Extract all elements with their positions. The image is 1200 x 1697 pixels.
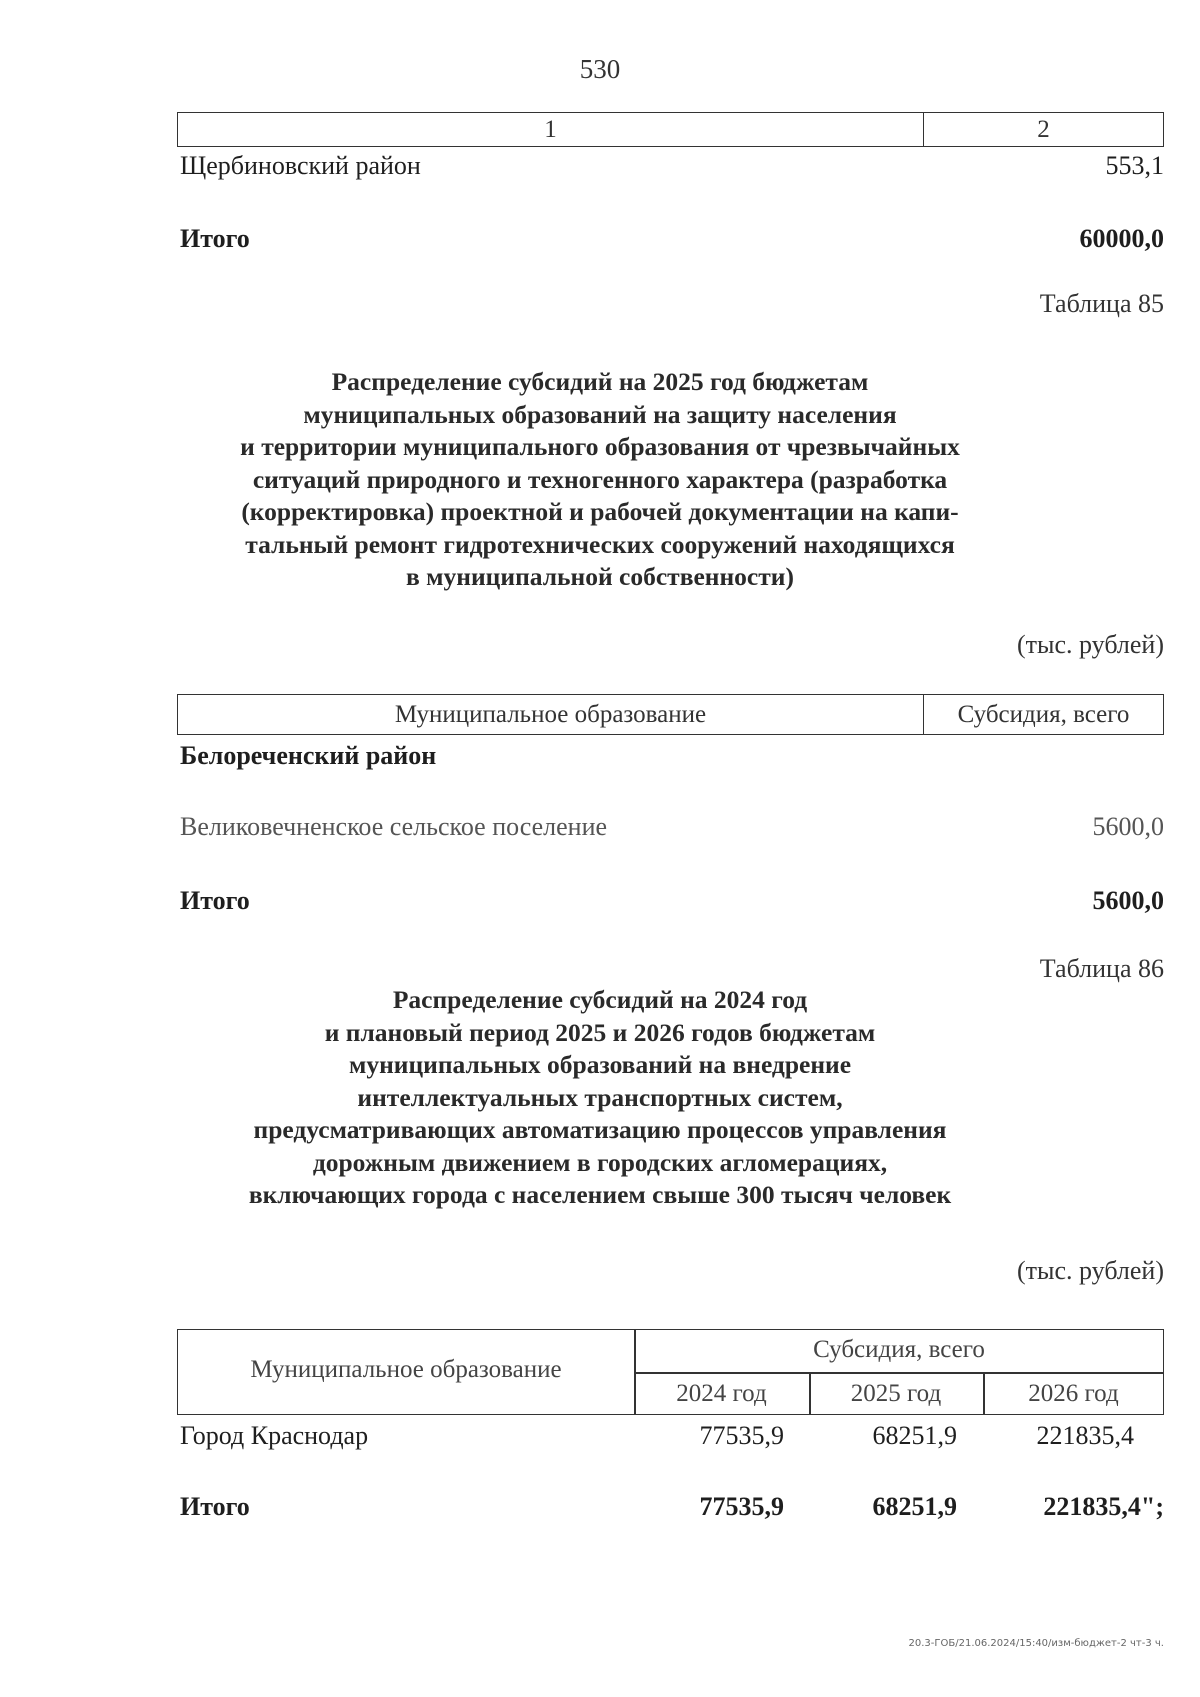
municipality-name: Великовечненское сельское поселение (180, 812, 608, 841)
total-label: Итого (180, 886, 250, 915)
heading-line: интеллектуальных транспортных систем, (357, 1082, 843, 1112)
value-2026: 221835,4 (1036, 1421, 1134, 1450)
total-label: Итого (180, 1492, 250, 1521)
page-number: 530 (579, 54, 621, 84)
column-header-2: 2 (1037, 115, 1050, 143)
value-2024: 77535,9 (699, 1421, 784, 1450)
column-header-2025: 2025 год (850, 1380, 942, 1407)
total-row (180, 886, 1164, 920)
municipality-name: Щербиновский район (180, 151, 421, 180)
heading-line: тальный ремонт гидротехнических сооружений находящихся (245, 529, 955, 559)
column-header-2026: 2026 год (1028, 1380, 1119, 1407)
column-header-municipality: Муниципальное образование (178, 695, 924, 734)
subsidy-value: 553,1 (1105, 151, 1164, 180)
divider (634, 1372, 1164, 1374)
total-value: 5600,0 (1092, 886, 1164, 915)
total-label: Итого (180, 224, 250, 253)
heading-line: ситуаций природного и техногенного характера (разработка (252, 464, 948, 494)
group-row (180, 741, 1164, 775)
table-85-header (177, 694, 1164, 735)
column-header-2024: 2024 год (676, 1380, 767, 1407)
table-85-label: Таблица 85 (1039, 289, 1164, 318)
table-85-units: (тыс. рублей) (1016, 630, 1164, 659)
municipality-name: Город Краснодар (180, 1421, 369, 1450)
total-2025: 68251,9 (872, 1492, 957, 1521)
column-header-1: 1 (178, 113, 924, 146)
table-row (180, 1421, 1164, 1455)
heading-line: дорожным движением в городских агломерациях, (312, 1147, 888, 1177)
total-row (180, 1492, 1164, 1526)
heading-line: Распределение субсидий на 2025 год бюджетам (331, 367, 869, 396)
district-name: Белореченский район (180, 741, 437, 770)
column-header-municipality: Муниципальное образование (250, 1356, 562, 1383)
total-2026: 221835,4"; (1043, 1492, 1164, 1521)
heading-line: муниципальных образований на внедрение (348, 1050, 852, 1079)
column-header-subsidy: Субсидия, всего (957, 700, 1130, 728)
subsidy-value: 5600,0 (1092, 812, 1164, 841)
total-value: 60000,0 (1079, 224, 1164, 253)
table-85-heading (0, 366, 1200, 594)
heading-line: в муниципальной собственности) (406, 562, 794, 591)
table-86-header (177, 1329, 1164, 1415)
total-row (180, 224, 1164, 258)
heading-line: Распределение субсидий на 2024 год (392, 985, 808, 1014)
heading-line: и плановый период 2025 и 2026 годов бюджетам (324, 1017, 876, 1047)
table-86-heading (0, 984, 1200, 1212)
document-footer: 20.3-ГОБ/21.06.2024/15:40/изм-бюджет-2 чт-3 ч. (908, 1638, 1164, 1649)
table-row (180, 151, 1164, 185)
table-86-label: Таблица 86 (1039, 954, 1164, 983)
total-2024: 77535,9 (699, 1492, 784, 1521)
heading-line: предусматривающих автоматизацию процессов управления (253, 1115, 947, 1144)
continuation-table-header (177, 112, 1164, 147)
heading-line: (корректировка) проектной и рабочей документации на капи- (241, 497, 959, 526)
column-group-subsidy: Субсидия, всего (813, 1336, 985, 1363)
table-row (180, 812, 1164, 846)
heading-line: включающих города с населением свыше 300 тысяч человек (248, 1180, 952, 1209)
value-2025: 68251,9 (872, 1421, 957, 1450)
heading-line: и территории муниципального образования от чрезвычайных (240, 432, 960, 461)
table-86-units: (тыс. рублей) (1016, 1256, 1164, 1285)
heading-line: муниципальных образований на защиту населения (303, 399, 897, 429)
